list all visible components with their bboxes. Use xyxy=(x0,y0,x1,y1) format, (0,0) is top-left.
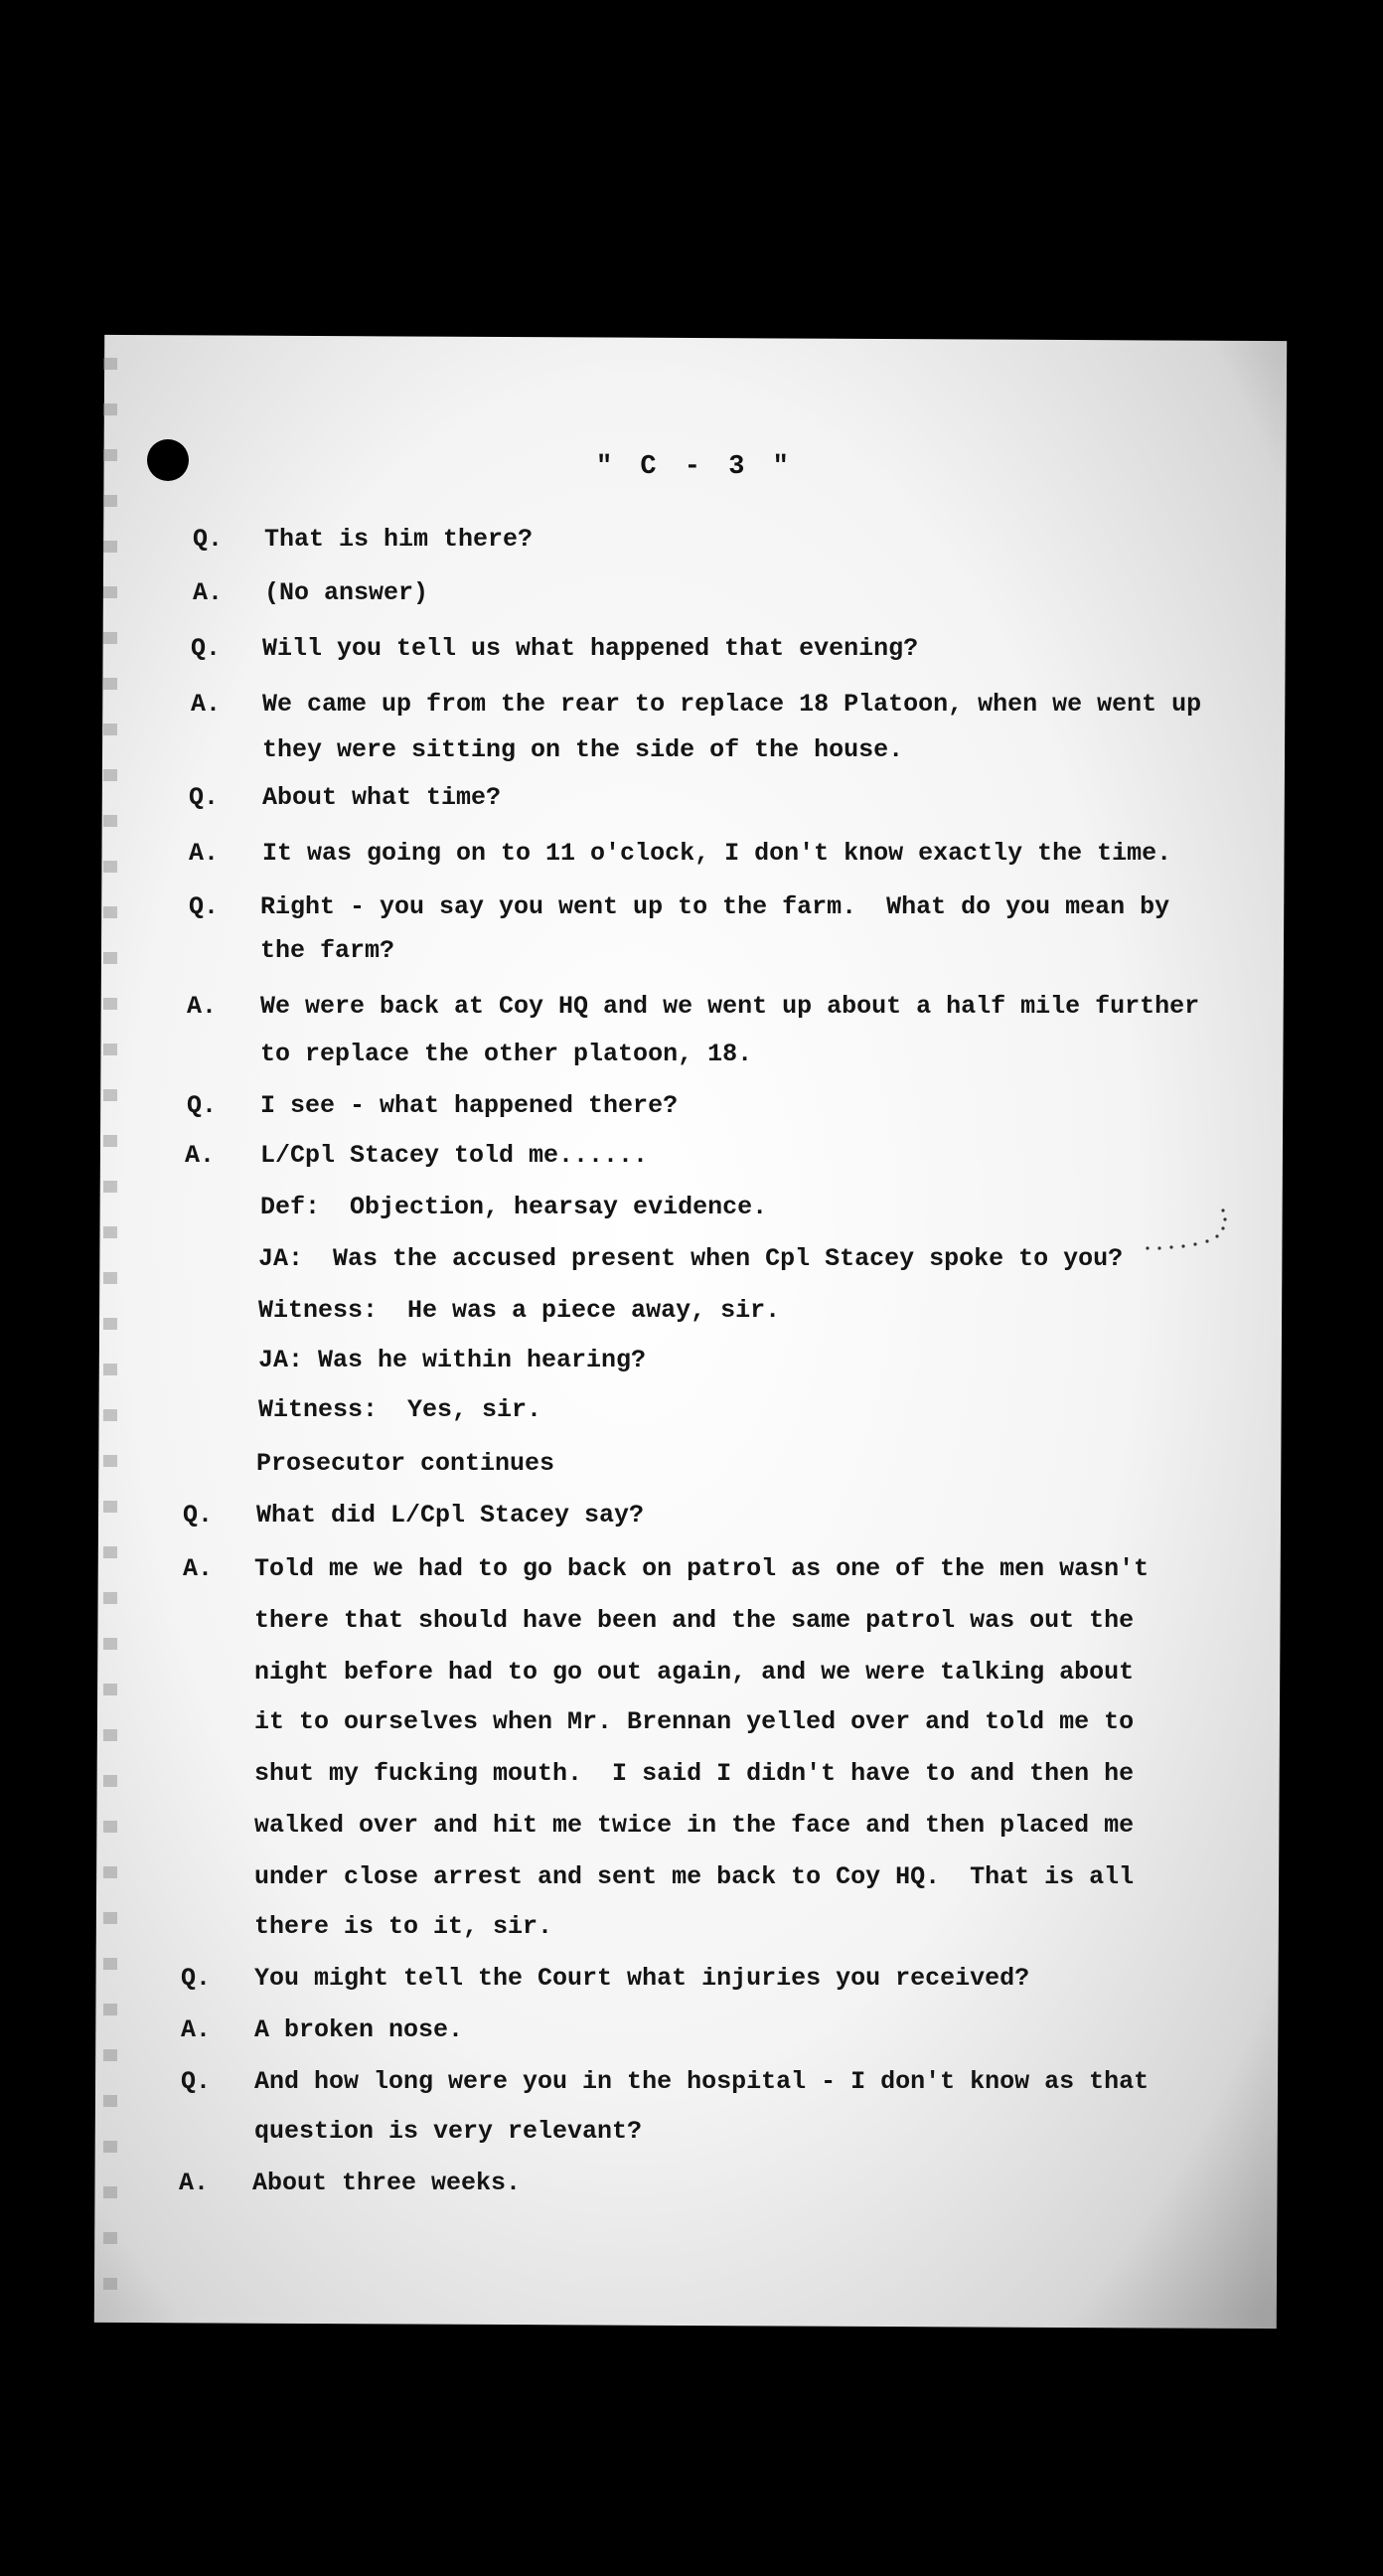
transcript-line: question is very relevant? xyxy=(254,2117,643,2146)
line-label: Q. xyxy=(189,892,220,921)
transcript-line: there is to it, sir. xyxy=(254,1912,553,1941)
line-label: Q. xyxy=(181,1964,212,1993)
line-label: Q. xyxy=(187,1091,218,1120)
transcript-line: I see - what happened there? xyxy=(260,1091,679,1120)
transcript-line: to replace the other platoon, 18. xyxy=(260,1040,753,1068)
line-label: Q. xyxy=(193,525,224,554)
line-label: Q. xyxy=(183,1501,214,1530)
transcript-line: there that should have been and the same patrol was out the xyxy=(254,1606,1135,1635)
transcript-line: About three weeks. xyxy=(252,2169,522,2197)
line-label: A. xyxy=(179,2169,210,2197)
transcript-line: JA: Was the accused present when Cpl Stacey spoke to you? xyxy=(258,1244,1124,1273)
transcript-line: You might tell the Court what injuries you received? xyxy=(254,1964,1030,1993)
transcript-line: under close arrest and sent me back to Coy HQ. That is all xyxy=(254,1862,1135,1891)
line-label: Q. xyxy=(191,634,222,663)
line-label: A. xyxy=(183,1554,214,1583)
transcript-line: JA: Was he within hearing? xyxy=(258,1346,647,1374)
line-label: A. xyxy=(187,992,218,1021)
transcript-line: (No answer) xyxy=(264,578,429,607)
line-label: A. xyxy=(191,690,222,719)
line-label: A. xyxy=(185,1141,216,1170)
transcript-line: Def: Objection, hearsay evidence. xyxy=(260,1193,768,1221)
transcript-line: Witness: He was a piece away, sir. xyxy=(258,1296,781,1325)
punch-hole xyxy=(147,439,189,481)
perforation-edge xyxy=(103,358,117,2306)
transcript-line: And how long were you in the hospital - I don't know as that xyxy=(254,2067,1150,2096)
transcript-line: That is him there? xyxy=(264,525,534,554)
transcript-line: What did L/Cpl Stacey say? xyxy=(256,1501,645,1530)
transcript-line: it to ourselves when Mr. Brennan yelled over and told me to xyxy=(254,1707,1135,1736)
line-label: A. xyxy=(193,578,224,607)
line-label: A. xyxy=(189,839,220,868)
transcript-line: night before had to go out again, and we were talking about xyxy=(254,1658,1135,1687)
line-label: Q. xyxy=(189,783,220,812)
transcript-line: About what time? xyxy=(262,783,502,812)
page-number: " C - 3 " xyxy=(596,452,795,482)
transcript-line: L/Cpl Stacey told me...... xyxy=(260,1141,649,1170)
transcript-line: walked over and hit me twice in the face and then placed me xyxy=(254,1811,1135,1840)
line-label: Q. xyxy=(181,2067,212,2096)
transcript-line: It was going on to 11 o'clock, I don't know exactly the time. xyxy=(262,839,1172,868)
line-label: A. xyxy=(181,2015,212,2044)
transcript-line: We were back at Coy HQ and we went up about a half mile further xyxy=(260,992,1200,1021)
transcript-line: they were sitting on the side of the house. xyxy=(262,735,904,764)
transcript-line: Told me we had to go back on patrol as one of the men wasn't xyxy=(254,1554,1150,1583)
stray-ink-dots xyxy=(1138,1205,1257,1264)
transcript-line: the farm? xyxy=(260,936,395,965)
transcript-line: Right - you say you went up to the farm. What do you mean by xyxy=(260,892,1170,921)
transcript-line: Prosecutor continues xyxy=(256,1449,555,1478)
transcript-line: A broken nose. xyxy=(254,2015,464,2044)
transcript-line: We came up from the rear to replace 18 Platoon, when we went up xyxy=(262,690,1202,719)
transcript-line: Will you tell us what happened that evening? xyxy=(262,634,919,663)
transcript-line: shut my fucking mouth. I said I didn't have to and then he xyxy=(254,1759,1135,1788)
transcript-line: Witness: Yes, sir. xyxy=(258,1395,542,1424)
